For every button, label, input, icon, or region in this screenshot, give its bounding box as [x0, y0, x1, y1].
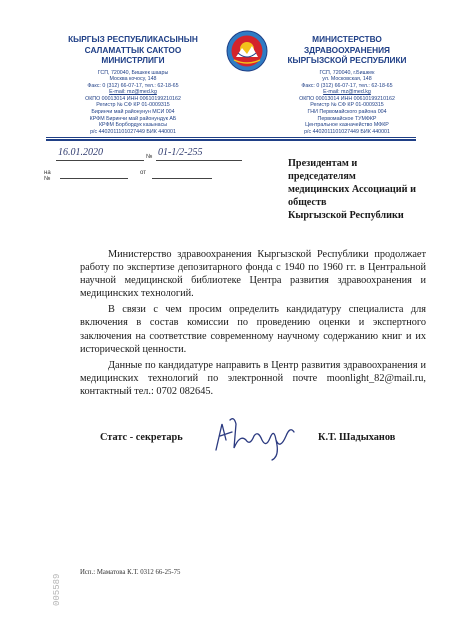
left-krfm-line: КРФМ Биринчи май районундук АБ: [89, 115, 177, 122]
letterhead-divider-thick: [46, 139, 416, 141]
addressee-line: обществ: [288, 197, 327, 208]
right-fax-line: Факс: 0 (312) 66-07-17, тел.: 62-18-65: [301, 82, 393, 89]
number-prefix: №: [146, 154, 153, 160]
handwritten-date: 16.01.2020: [58, 147, 103, 158]
left-account-line: р/с 4402011101027449 БИК 440001: [90, 128, 176, 135]
right-account-line: р/с 4402011101027449 БИК 440001: [304, 128, 390, 135]
ministry-name-kyrgyz-line-3: МИНИСТРЛИГИ: [101, 55, 165, 65]
right-treasury-line: Центральное казначейство МФКР: [305, 122, 389, 129]
incoming-date-label: от: [140, 170, 146, 176]
body-paragraph: В связи с чем просим определить кандидатуру специалиста для включения в состав комиссии по проведению оценки и экспертного заключения на соответствие современному научному содержанию книг и их исторической ценности.: [80, 304, 426, 355]
incoming-number-label: на №: [44, 170, 51, 182]
signatory-name: К.Т. Шадыханов: [318, 432, 396, 443]
addressee-line: председателям: [288, 171, 356, 182]
handwritten-number: 01-1/2-255: [158, 147, 203, 158]
right-street-line: ул. Московская, 148: [322, 76, 372, 83]
executor-note: Исп.: Маматова К.Т. 0312 66-25-75: [80, 569, 181, 576]
right-tumfkr-line: Первомайское ТУМФКР: [317, 115, 377, 122]
body-paragraph: Министерство здравоохранения Кыргызской Республики продолжает работу по экспертизе депозитарного фонда с 1940 по 1960 гг. в Центральной научной медицинской библиотеке Центра развития здравоохранения и медицинских технологий.: [80, 249, 426, 300]
letterhead-divider: [46, 137, 416, 138]
left-address-line: ГСП, 720040, Бишкек шаары: [97, 69, 169, 76]
addressee-block: [288, 157, 438, 222]
addressee-line: медицинских Ассоциаций и: [288, 184, 416, 195]
registration-stamp: 005589: [52, 573, 62, 606]
left-street-line: Москва кочосу, 148: [109, 76, 157, 83]
ministry-name-kyrgyz-line-1: КЫРГЫЗ РЕСПУБЛИКАСЫНЫН: [68, 34, 198, 44]
letterhead-kyrgyz: [48, 34, 218, 135]
ministry-name-russian-line-1: МИНИСТЕРСТВО: [312, 34, 382, 44]
left-email-line: E-mail: mz@med.kg: [109, 89, 157, 96]
right-email-line: E-mail: mz@med.kg: [323, 89, 371, 96]
ministry-name-russian-line-3: КЫРГЫЗСКОЙ РЕСПУБЛИКИ: [287, 55, 407, 65]
signatory-title: Статс - секретарь: [100, 432, 183, 443]
right-okpo-line: ОКПО 00013014 ИНН 00610199210162: [299, 95, 395, 102]
ministry-name-russian-line-2: ЗДРАВООХРАНЕНИЯ: [303, 44, 391, 55]
left-okpo-line: ОКПО 00013014 ИНН 00610199210162: [85, 95, 181, 102]
right-address-line: ГСП, 720040, г.Бишкек: [319, 69, 375, 76]
left-tax-line: Биринчи май районунун МСИ 004: [91, 109, 175, 116]
ministry-name-kyrgyz-line-2: САЛАМАТТЫК САКТОО: [84, 44, 182, 55]
left-fax-line: Факс: 0 (312) 66-07-17, тел.: 62-18-65: [87, 82, 179, 89]
handwritten-signature: [210, 410, 300, 462]
letter-body: [80, 248, 426, 398]
left-register-line: Регистр № СФ КР 01-0009315: [96, 102, 170, 109]
letterhead-russian: [262, 34, 432, 135]
left-treasury-line: КРФМ Борбордук казынасы: [98, 122, 168, 129]
right-register-line: Регистр № СФ КР 01-0009315: [310, 102, 384, 109]
addressee-line: Президентам и: [288, 158, 358, 169]
addressee-line: Кыргызской Республики: [288, 210, 404, 221]
right-tax-line: ГНИ Первомайского района 004: [307, 109, 387, 116]
body-paragraph: Данные по кандидатуре направить в Центр развития здравоохранения и медицинских технологий по электронной почте moonlight_82@mail.ru, контактный тел.: 0702 082645.: [80, 359, 426, 397]
